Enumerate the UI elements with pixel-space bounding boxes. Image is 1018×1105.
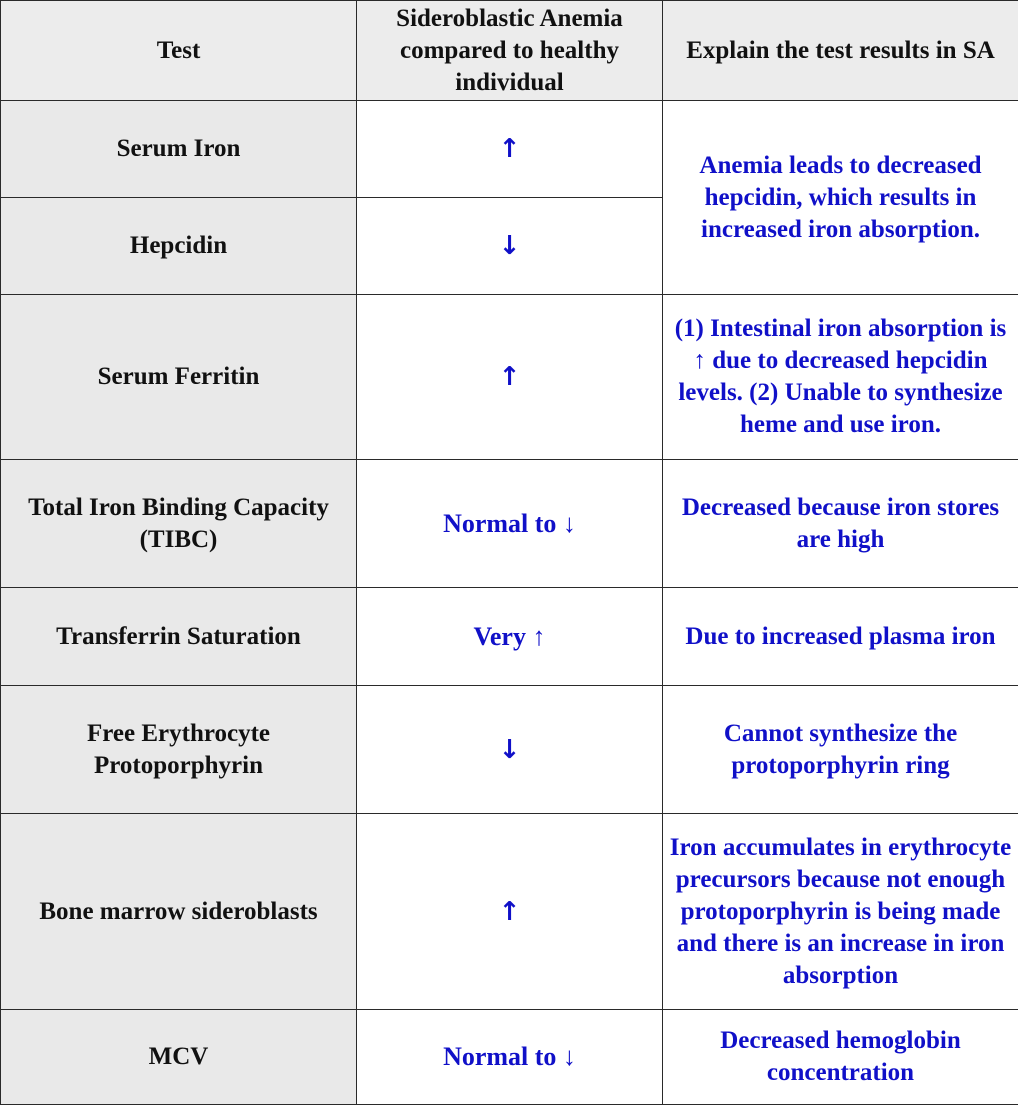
table-row (1, 686, 1018, 814)
result-value: ↑ (357, 814, 663, 1010)
result-explanation: Iron accumulates in erythrocyte precursors because not enough protoporphyrin is being made and there is an increase in iron absorption (663, 814, 1018, 1010)
table-row (1, 101, 1018, 198)
result-explanation: Anemia leads to decreased hepcidin, which results in increased iron absorption. (663, 101, 1018, 295)
test-name: Serum Ferritin (1, 295, 357, 460)
result-value: ↓ (357, 198, 663, 295)
result-value: ↑ (357, 101, 663, 198)
test-name: Serum Iron (1, 101, 357, 198)
header-row (1, 1, 1018, 101)
result-explanation: Due to increased plasma iron (663, 588, 1018, 686)
result-explanation: Cannot synthesize the protoporphyrin ring (663, 686, 1018, 814)
result-value: ↓ (357, 686, 663, 814)
table-row (1, 1010, 1018, 1105)
test-name: Free Erythrocyte Protoporphyrin (1, 686, 357, 814)
test-name: Transferrin Saturation (1, 588, 357, 686)
result-explanation: Decreased hemoglobin concentration (663, 1010, 1018, 1105)
result-value: Very ↑ (357, 588, 663, 686)
result-explanation: Decreased because iron stores are high (663, 460, 1018, 588)
result-explanation: (1) Intestinal iron absorption is ↑ due to decreased hepcidin levels. (2) Unable to synthesize heme and use iron. (663, 295, 1018, 460)
test-name: Hepcidin (1, 198, 357, 295)
test-name: Bone marrow sideroblasts (1, 814, 357, 1010)
result-value: ↑ (357, 295, 663, 460)
header-explanation: Explain the test results in SA (663, 1, 1018, 101)
table-row (1, 295, 1018, 460)
table-row (1, 588, 1018, 686)
result-value: Normal to ↓ (357, 460, 663, 588)
result-value: Normal to ↓ (357, 1010, 663, 1105)
table-row (1, 460, 1018, 588)
table-row (1, 814, 1018, 1010)
test-name: MCV (1, 1010, 357, 1105)
test-name: Total Iron Binding Capacity (TIBC) (1, 460, 357, 588)
header-comparison: Sideroblastic Anemia compared to healthy individual (357, 1, 663, 101)
header-test: Test (1, 1, 357, 101)
